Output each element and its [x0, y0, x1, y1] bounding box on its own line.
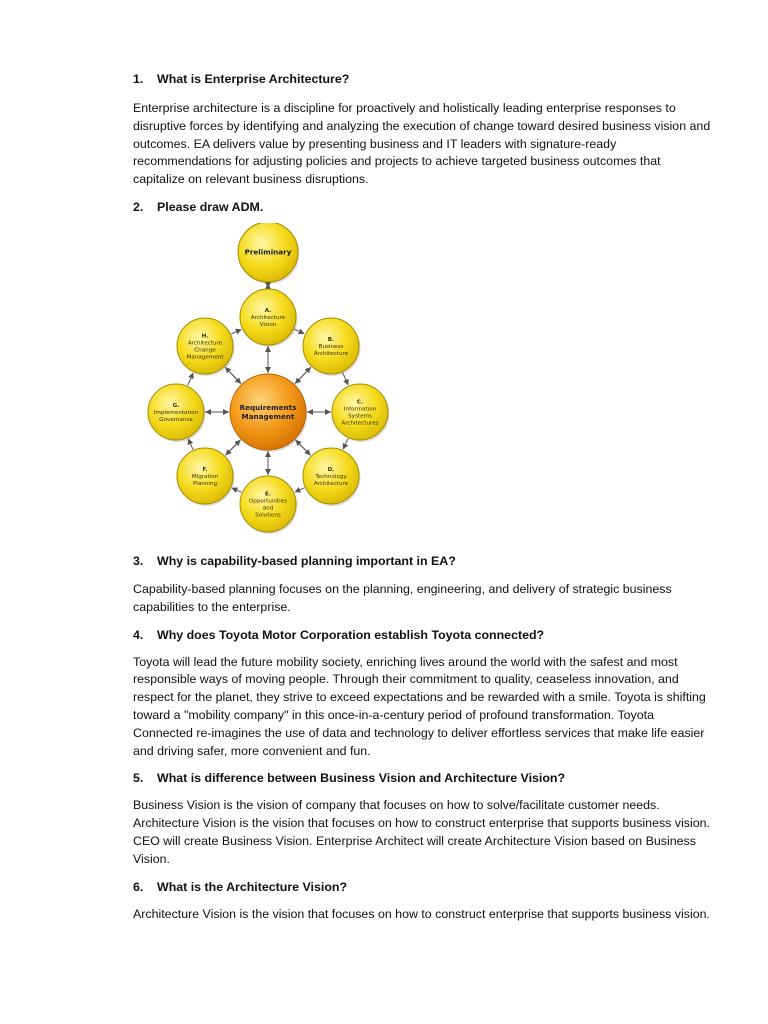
phase-f-node-label-line: F.	[202, 466, 208, 473]
question-5-number: 5.	[133, 771, 144, 786]
question-3-heading	[133, 553, 713, 569]
question-3-number: 3.	[133, 553, 144, 568]
question-1-heading	[133, 71, 713, 87]
answer-3: Capability-based planning focuses on the planning, engineering, and delivery of strategic business capabilities to the enterprise.	[133, 581, 672, 614]
question-5-heading	[133, 770, 713, 786]
question-6-number: 6.	[133, 879, 144, 894]
phase-c-node-label-line: Systems	[348, 413, 372, 420]
question-5-text: What is difference between Business Vision and Architecture Vision?	[157, 771, 566, 786]
from-center-arrow-h	[226, 368, 241, 384]
question-4-heading	[133, 627, 713, 643]
phase-e-node-label-line: Opportunities	[248, 498, 288, 505]
question-6-text: What is the Architecture Vision?	[157, 879, 348, 894]
phase-c-node-label-line: Architectures	[341, 420, 379, 427]
adm-diagram-svg	[133, 223, 713, 541]
phase-d-node-label-line: D.	[327, 466, 335, 473]
requirements-management-node	[230, 374, 308, 452]
phase-g-node	[148, 384, 206, 442]
phase-a-node-label-line: A.	[264, 307, 272, 314]
phase-h-node	[177, 318, 235, 376]
answer-1: Enterprise architecture is a discipline for proactively and holistically leading enterprise responses to disruptive forces by identifying and analyzing the execution of change toward desired business vision and outcomes. EA delivers value by presenting business and IT leaders with signature-ready recommendations for adjusting policies and projects to achieve targeted business outcomes that capitalize on relevant business disruptions.	[133, 101, 711, 187]
cycle-arrow-b-c	[343, 373, 348, 385]
from-center-arrow-f	[226, 440, 241, 455]
question-2-heading	[133, 199, 713, 215]
cycle-arrow-d-e	[295, 488, 304, 492]
question-1-number: 1.	[133, 72, 144, 86]
phase-h-node-label-line: Change	[194, 347, 216, 354]
phase-h-node-label-line: H.	[201, 333, 209, 340]
from-center-arrow-b	[295, 368, 310, 384]
phase-b-node-label-line: Architecture	[313, 350, 349, 357]
phase-b-node-label-line: B.	[327, 336, 335, 343]
phase-a-node-label-line: Vision	[259, 321, 277, 328]
adm-nodes	[148, 223, 390, 534]
phase-h-node-label-line: Management	[186, 354, 224, 361]
phase-g-node-label-line: Governance	[159, 416, 193, 423]
phase-d-node	[303, 448, 361, 506]
phase-f-node	[177, 448, 235, 506]
phase-b-node-label-line: Business	[318, 343, 344, 350]
document-content	[133, 66, 713, 923]
answer-6: Architecture Vision is the vision that focuses on how to construct enterprise that supports business vision.	[133, 906, 710, 921]
question-6-heading	[133, 879, 713, 895]
phase-a-node-label-line: Architecture	[250, 314, 286, 321]
question-3-text: Why is capability-based planning important in EA?	[157, 553, 456, 568]
phase-c-node-label-line: Information	[343, 406, 377, 413]
phase-e-node	[240, 476, 298, 534]
preliminary-node-label-line: Preliminary	[244, 247, 292, 257]
phase-a-node	[240, 289, 298, 347]
phase-c-node	[332, 384, 390, 442]
question-1-text: What is Enterprise Architecture?	[157, 72, 350, 86]
phase-d-node-label-line: Technology	[315, 473, 347, 480]
question-4-text: Why does Toyota Motor Corporation establish Toyota connected?	[157, 627, 545, 642]
cycle-arrow-f-g	[188, 439, 193, 449]
preliminary-node	[238, 223, 300, 284]
answer-4: Toyota will lead the future mobility society, enriching lives around the world with the safest and most responsible ways of moving people. Through their commitment to quality, ceaseless innovation, and respect for the planet, they strive to exceed expectations and be rewarded with a smile. Toyota is shifting toward a "mobility company" in this once-in-a-century period of profound transformation. Toyota Connected re-imagines the use of data and technology to deliver effortless services that make life easier and driving safer, more convenient and fun.	[133, 654, 706, 758]
phase-e-node-label-line: E.	[265, 491, 271, 498]
answer-5: Business Vision is the vision of company that focuses on how to solve/facilitate customer needs. Architecture Vision is the vision that focuses on how to construct enterprise that supports business vision. CEO will create Business Vision. Enterprise Architect will create Architecture Vision based on Business Vision.	[133, 798, 710, 866]
cycle-arrow-g-h	[188, 373, 193, 385]
cycle-arrow-c-d	[343, 438, 348, 448]
question-2-text: Please draw ADM.	[157, 199, 264, 214]
question-2-number: 2.	[133, 199, 144, 214]
adm-diagram	[133, 223, 713, 541]
phase-d-node-label-line: Architecture	[313, 480, 349, 487]
phase-f-node-label-line: Planning	[192, 480, 218, 487]
requirements-management-node-label-line: Requirements	[239, 402, 297, 412]
phase-e-node-label-line: and	[262, 505, 274, 512]
question-4-number: 4.	[133, 627, 144, 642]
cycle-arrow-h-a	[231, 330, 240, 334]
cycle-arrow-a-b	[294, 329, 303, 333]
phase-h-node-label-line: Architecture	[187, 340, 223, 347]
phase-f-node-label-line: Migration	[191, 473, 219, 480]
phase-g-node-label-line: G.	[172, 402, 180, 409]
phase-c-node-label-line: C.	[356, 399, 364, 406]
phase-e-node-label-line: Solutions	[255, 512, 281, 519]
cycle-arrow-e-f	[232, 488, 241, 492]
phase-g-node-label-line: Implementation	[153, 409, 199, 416]
requirements-management-node-label-line: Management	[241, 411, 295, 421]
phase-b-node	[303, 318, 361, 376]
from-center-arrow-d	[295, 440, 310, 455]
